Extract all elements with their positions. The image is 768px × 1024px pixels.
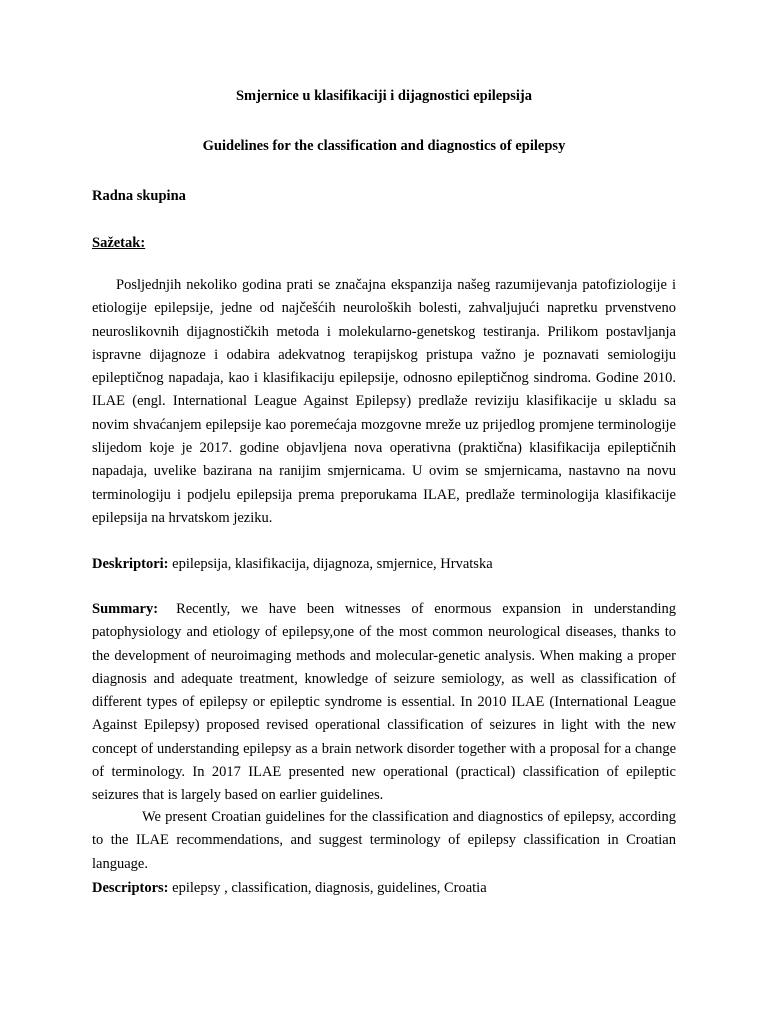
summary-text: Recently, we have been witnesses of enormous expansion in understanding patophysiology and etiology of epilepsy,one of the most common neurological diseases, thanks to the development of neuroimaging methods and molecular-genetic analysis. When making a proper diagnosis and adequate treatment, knowledge of seizure semiology, as well as classification of different types of epilepsy or epileptic syndrome is essential. In 2010 ILAE (International League Against Epilepsy) proposed revised operational classification of seizures in light with the new concept of understanding epilepsy as a brain network disorder together with a proposal for a change of terminology. In 2017 ILAE presented new operational (practical) classification of epileptic seizures that is largely based on earlier guidelines. [92,601,676,804]
title-croatian: Smjernice u klasifikaciji i dijagnostici epilepsija [235,88,533,104]
descriptors-en-label: Descriptors: [92,880,169,896]
descriptors-en-line [92,878,487,898]
summary-paragraph-2: We present Croatian guidelines for the classification and diagnostics of epilepsy, according to the ILAE recommendations, and suggest terminology of epilepsy classification in Croatian language. [92,809,676,872]
summary-label: Summary: [92,601,159,617]
abstract-hr-paragraph: Posljednjih nekoliko godina prati se značajna ekspanzija našeg razumijevanja patofiziologije i etiologije epilepsije, jedne od najčešćih neuroloških bolesti, zahvaljujući napretku prvenstveno neuroslikovnih dijagnostičkih metoda i molekularno-genetskog testiranja. Prilikom postavljanja ispravne dijagnoze i odabira adekvatnog terapijskog pristupa važno je poznavati semiologiju epileptičnog napadaja, kao i klasifikaciju epilepsije, odnosno epileptičnog sindroma. Godine 2010. ILAE (engl. International League Against Epilepsy) predlaže reviziju klasifikacije u skladu sa novim shvaćanjem epilepsije kao poremećaja mozgovne mreže uz prijedlog promjene terminologije slijedom koje je 2017. godine objavljena nova operativna (praktična) klasifikacija epileptičnih napadaja, uvelike bazirana na ranijim smjernicama. U ovim se smjernicama, nastavno na novu terminologiju i podjelu epilepsija prema preporukama ILAE, predlaže terminologija klasifikacije epilepsija na hrvatskom jeziku. [92,277,676,526]
descriptors-hr-text: epilepsija, klasifikacija, dijagnoza, smjernice, Hrvatska [168,556,493,572]
abstract-hr-heading: Sažetak: [92,235,146,251]
authors-heading: Radna skupina [92,188,186,204]
title-english: Guidelines for the classification and diagnostics of epilepsy [202,138,566,154]
descriptors-hr-label: Deskriptori: [92,556,169,572]
descriptors-en-text: epilepsy , classification, diagnosis, guidelines, Croatia [168,880,487,896]
summary-paragraph [92,598,676,808]
descriptors-hr-line [92,554,493,574]
